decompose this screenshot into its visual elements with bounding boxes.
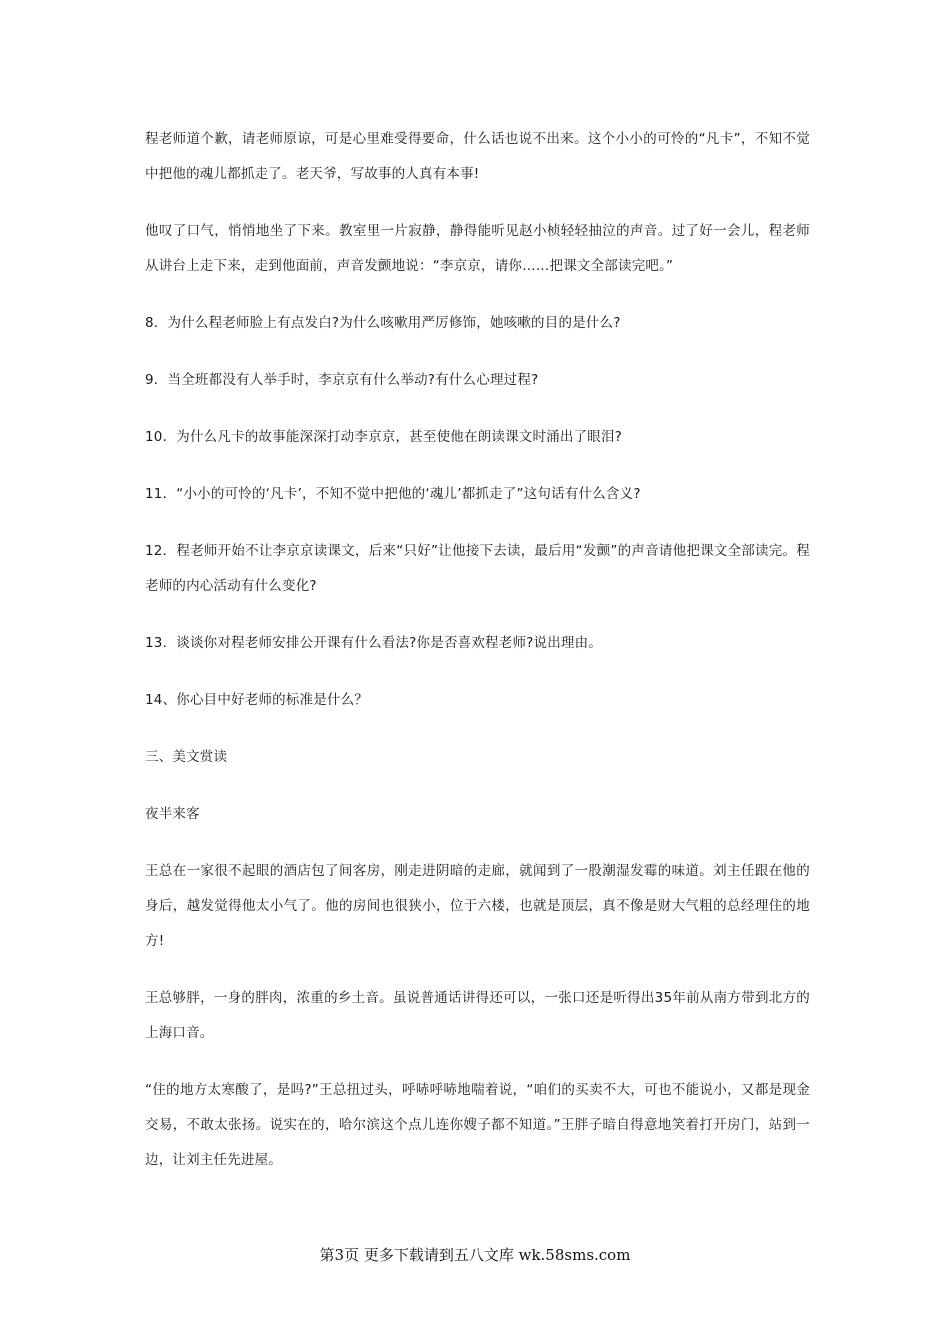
question-11: 11．“小小的可怜的‘凡卡’，不知不觉中把他的‘魂儿’都抓走了”这句话有什么含义? <box>145 486 641 502</box>
question-14: 14、你心目中好老师的标准是什么？ <box>145 692 369 708</box>
paragraph-apology: 程老师道个歉，请老师原谅，可是心里难受得要命，什么话也说不出来。这个小小的可怜的“凡卡”，不知不觉中把他的魂儿都抓走了。老天爷，写故事的人真有本事! <box>145 131 810 182</box>
question-10: 10．为什么凡卡的故事能深深打动李京京，甚至使他在朗读课文时涌出了眼泪? <box>145 429 623 445</box>
document-body <box>145 122 810 1200</box>
question-8: 8．为什么程老师脸上有点发白?为什么咳嗽用严厉修饰，她咳嗽的目的是什么? <box>145 315 621 331</box>
paragraph-sigh: 他叹了口气，悄悄地坐了下来。教室里一片寂静，静得能听见赵小桢轻轻抽泣的声音。过了好一会儿，程老师从讲台上走下来，走到他面前，声音发颤地说：“李京京，请你……把课文全部读完吧。” <box>145 223 810 274</box>
paragraph-dialogue: “住的地方太寒酸了，是吗?”王总扭过头，呼哧呼哧地喘着说，“咱们的买卖不大，可也不能说小，又都是现金交易，不敢太张扬。说实在的，哈尔滨这个点儿连你嫂子都不知道。”王胖子暗自得意地笑着打开房门，站到一边，让刘主任先进屋。 <box>145 1082 810 1168</box>
question-9: 9．当全班都没有人举手时，李京京有什么举动?有什么心理过程? <box>145 372 539 388</box>
paragraph-hotel: 王总在一家很不起眼的酒店包了间客房，刚走进阴暗的走廊，就闻到了一股潮湿发霉的味道。刘主任跟在他的身后，越发觉得他太小气了。他的房间也很狭小，位于六楼，也就是顶层，真不像是财大气粗的总经理住的地方! <box>145 863 810 949</box>
paragraph-accent: 王总够胖，一身的胖肉，浓重的乡土音。虽说普通话讲得还可以，一张口还是听得出35年前从南方带到北方的上海口音。 <box>145 990 810 1041</box>
section-heading: 三、美文赏读 <box>145 749 228 765</box>
page-footer: 第3页 更多下载请到五八文库 wk.58sms.com <box>319 1246 631 1264</box>
question-12: 12．程老师开始不让李京京读课文，后来“只好”让他接下去读，最后用“发颤”的声音请他把课文全部读完。程老师的内心活动有什么变化? <box>145 543 810 594</box>
question-13: 13．谈谈你对程老师安排公开课有什么看法?你是否喜欢程老师?说出理由。 <box>145 635 603 651</box>
article-title: 夜半来客 <box>145 806 200 822</box>
